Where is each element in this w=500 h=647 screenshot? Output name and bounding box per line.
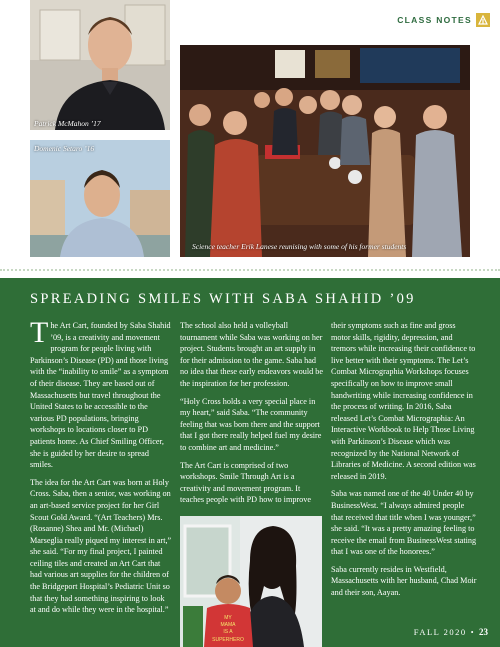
paragraph: their symptoms such as fine and gross motor skills, rigidity, depression, and tremors while increasing their confidence to live better with their symptoms. The Let’s Combat Micrographia Workshops focuses specifically on how to improve small handwriting while increasing confidence in the process of writing. In 2016, Saba released Let’s Combat Micrographia: An Interactive Workbook to Help Those Living with Parkinson’s Disease which was recognized by the National Network of Libraries of Medicine. A second edition was released in 2019.: [331, 321, 476, 481]
section-header: [397, 13, 490, 27]
article-column-2: [180, 320, 324, 512]
article-column-3: [331, 320, 477, 605]
photo-group-reunion: [180, 45, 470, 257]
paragraph: Saba currently resides in Westfield, Massachusetts with her husband, Chad Moir and their son, Aayan.: [331, 564, 477, 598]
shirt-text-line-3: IS A: [223, 629, 233, 635]
shirt-text-line-2: MAMA: [220, 622, 236, 628]
paragraph-text: he Art Cart, founded by Saba Shahid ’09, is a creativity and movement program for people living with Parkinson’s Disease (PD) and those living with the “inability to smile” as a symptom of their disease. They are based out of Massachusetts but travel throughout the United States to be accessible to the various PD populations, bringing workshops to locations closer to PD patients home. As Chief Smiling Officer, she is guided by her desire to spread smiles.: [30, 321, 171, 470]
article-title: SPREADING SMILES WITH SABA SHAHID ’09: [30, 291, 416, 307]
issue-season: FALL 2020: [413, 627, 467, 637]
class-notes-logo-icon: [476, 13, 490, 27]
photo-patrick-mcmahon: [30, 0, 170, 130]
paragraph: The idea for the Art Cart was born at Holy Cross. Saba, then a senior, was working on an art-based service project for her Girl Scout Gold Award. “(Art Teachers) Mrs. (Rosanne) Shea and Mr. (Michael) Marseglia really piqued my interest in art,” she said. “For my final project, I painted ceiling tiles and created an Art Cart that had various art supplies for the children of the Bridgeport Hospital’s Pediatric Unit so that they had something inspiring to look at and do while they were in the hospital.”: [30, 477, 172, 615]
paragraph: “Holy Cross holds a very special place in my heart,” said Saba. “The community feeling that was born there and the support that I got there really helped fuel my desire to combine art and medicine.”: [180, 396, 322, 452]
photo-saba-shahid-with-son: [180, 516, 322, 647]
section-label: CLASS NOTES: [397, 15, 472, 25]
paragraph: The Art Cart is comprised of two workshops. Smile Through Art is a creativity and movement program. It teaches people with PD how to improve: [180, 460, 311, 505]
paragraph: Saba was named one of the 40 Under 40 by BusinessWest. “I always admired people that received that title when I was younger,” she said. “It was a pretty amazing feeling to receive the email from BusinessWest stating that I was one of the honorees.”: [331, 489, 477, 557]
page-number: 23: [479, 627, 488, 637]
shirt-text-line-1: MY: [224, 615, 232, 621]
paragraph: [30, 316, 172, 471]
caption-domenic: Domenic Setaro ’16: [34, 144, 95, 153]
footer-bullet: •: [470, 627, 475, 637]
caption-group: Science teacher Erik Lanese reunising with some of his former students: [192, 242, 407, 251]
shirt-text-line-4: SUPERHERO: [212, 637, 244, 643]
article-column-1: [30, 316, 172, 622]
photo-domenic-setaro: [30, 140, 170, 257]
page-footer: [414, 627, 488, 637]
dotted-divider: [0, 269, 500, 271]
caption-patrick: Patrick McMahon ’17: [34, 119, 101, 128]
drop-cap: T: [30, 316, 49, 349]
paragraph: The school also held a volleyball tournament while Saba was working on her project. Students brought an art supply in for their admission to the game. Saba had no idea that these early endeavors would be the inspiration for her profession.: [180, 321, 324, 388]
